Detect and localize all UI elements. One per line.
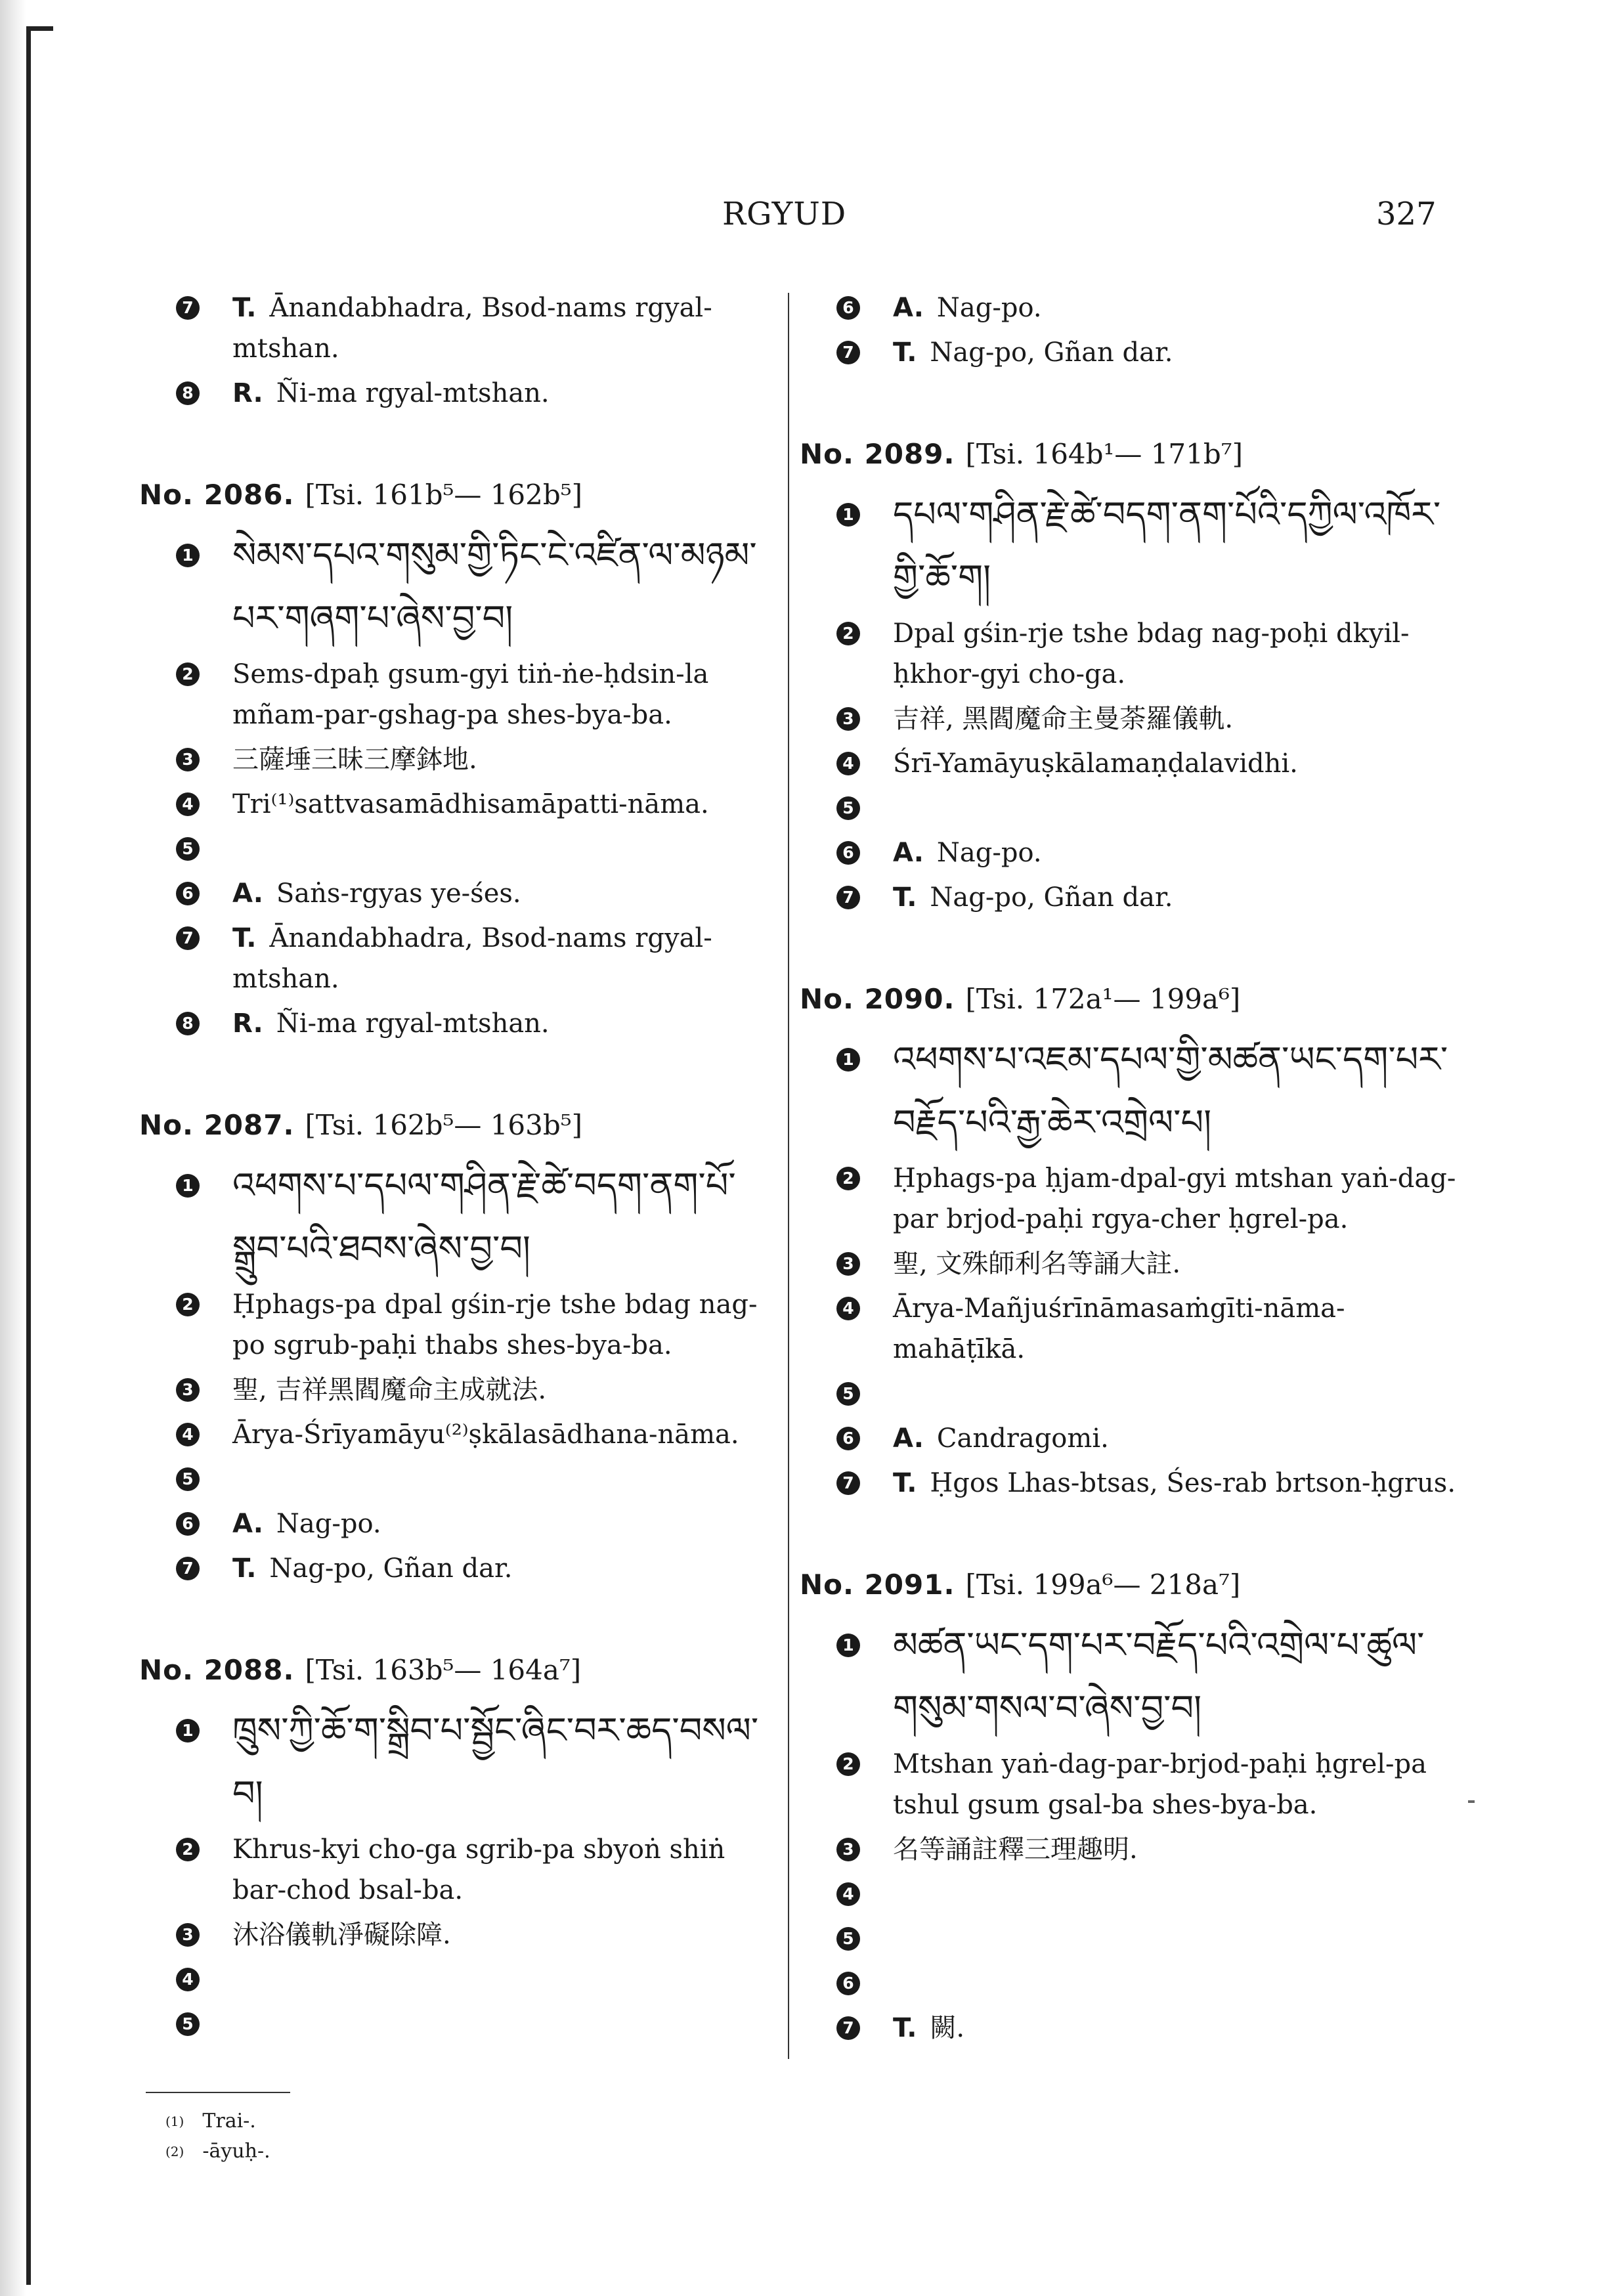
entry-field	[800, 1829, 1456, 1870]
left-column	[139, 288, 775, 2167]
entry-field	[800, 288, 1456, 328]
entry-heading	[800, 978, 1456, 1020]
field-number-badge: 3	[176, 1378, 200, 1402]
field-text: 聖, 文殊師利名等誦大註.	[893, 1249, 1181, 1279]
field-number-badge: 3	[176, 1923, 200, 1947]
entry-field	[139, 739, 775, 780]
field-text: ཁྲུས་ཀྱི་ཆོ་ག་སྒྲིབ་པ་སྦྱོང་ཞིང་བར་ཆད་བསལ་བ།	[232, 1710, 759, 1814]
field-number-badge: 2	[836, 1752, 860, 1776]
column-divider	[788, 293, 789, 2059]
entry-field	[800, 1744, 1456, 1825]
field-number-badge: 4	[176, 792, 200, 816]
entry-field	[800, 2008, 1456, 2048]
field-number-badge: 3	[836, 1252, 860, 1276]
role-label: T.	[232, 1553, 257, 1584]
entry-number: No. 2087.	[139, 1109, 295, 1141]
tibetan-title	[800, 1028, 1456, 1154]
entry-field	[800, 1158, 1456, 1240]
field-text: Ḥphags-pa ḥjam-dpal-gyi mtshan yaṅ-dag-par brjod-paḥi rgya-cher ḥgrel-pa.	[893, 1163, 1456, 1234]
field-text: Saṅs-rgyas ye-śes.	[276, 878, 521, 909]
entry-field	[139, 1829, 775, 1911]
field-number-badge: 1	[176, 1719, 200, 1743]
role-label: R.	[232, 378, 263, 408]
entry-heading	[800, 433, 1456, 475]
entry-field	[800, 1374, 1456, 1414]
binding-edge-tick	[31, 26, 53, 31]
field-number-badge: 5	[176, 1467, 200, 1491]
entry-field	[800, 1244, 1456, 1284]
field-text: Sems-dpaḥ gsum-gyi tiṅ-ṅe-ḥdsin-la mñam-par-gshag-pa shes-bya-ba.	[232, 659, 709, 730]
entry-heading	[139, 474, 775, 516]
catalog-entry	[800, 1564, 1456, 2048]
entry-field	[139, 1414, 775, 1455]
field-number-badge: 7	[176, 296, 200, 320]
role-label: A.	[232, 1509, 263, 1539]
field-number-badge: 5	[836, 1927, 860, 1951]
field-text: Khrus-kyi cho-ga sgrib-pa sbyoṅ shiṅ bar-chod bsal-ba.	[232, 1834, 725, 1905]
field-number-badge: 1	[836, 503, 860, 527]
entry-field	[139, 1370, 775, 1410]
entry-field	[139, 1959, 775, 2000]
margin-mark	[1468, 1800, 1475, 1803]
entry-number: No. 2086.	[139, 479, 295, 511]
field-number-badge: 2	[836, 622, 860, 645]
entry-field	[800, 833, 1456, 873]
binding-edge-line	[26, 26, 31, 2285]
tibetan-title	[139, 1699, 775, 1825]
field-number-badge: 1	[176, 1174, 200, 1198]
field-number-badge: 4	[176, 1423, 200, 1446]
catalog-entry	[800, 433, 1456, 918]
field-number-badge: 6	[836, 841, 860, 865]
field-text: Mtshan yaṅ-dag-par-brjod-paḥi ḥgrel-pa tshul gsum gsal-ba shes-bya-ba.	[893, 1749, 1427, 1820]
role-label: T.	[893, 882, 917, 913]
field-text: Ānandabhadra, Bsod-nams rgyal-mtshan.	[232, 293, 712, 364]
entry-number: No. 2088.	[139, 1654, 295, 1686]
continued-entry	[139, 288, 775, 414]
field-number-badge: 5	[836, 796, 860, 820]
field-text: འཕགས་པ་དཔལ་གཤིན་རྗེ་ཚེ་བདག་ནག་པོ་སྒྲུབ་པའི་ཐབས་ཞེས་བྱ་བ།	[232, 1165, 736, 1269]
field-text: Nag-po, Gñan dar.	[930, 882, 1173, 913]
field-number-badge: 1	[176, 544, 200, 567]
field-number-badge: 7	[836, 1471, 860, 1495]
field-text: Śrī-Yamāyuṣkālamaṇḍalavidhi.	[893, 748, 1298, 779]
footnote-mark: (2)	[165, 2144, 184, 2159]
continued-entry	[800, 288, 1456, 373]
entry-field	[139, 829, 775, 869]
entry-heading	[139, 1649, 775, 1691]
field-text: Ḥgos Lhas-btsas, Śes-rab brtson-ḥgrus.	[930, 1468, 1456, 1498]
field-number-badge: 6	[176, 882, 200, 905]
tibetan-title	[800, 1614, 1456, 1740]
field-number-badge: 5	[836, 1382, 860, 1406]
role-label: T.	[232, 923, 257, 953]
right-column	[800, 288, 1456, 2109]
field-number-badge: 4	[836, 752, 860, 775]
field-number-badge: 3	[836, 1838, 860, 1861]
field-number-badge: 4	[176, 1968, 200, 1991]
field-text: འཕགས་པ་འཇམ་དཔལ་གྱི་མཚན་ཡང་དག་པར་བརྗོད་པའི་རྒྱ་ཆེར་འགྲེལ་པ།	[893, 1039, 1448, 1143]
field-number-badge: 6	[836, 1972, 860, 1995]
field-number-badge: 4	[836, 1297, 860, 1320]
entry-field	[800, 1963, 1456, 2004]
field-number-badge: 6	[176, 1512, 200, 1536]
role-label: A.	[893, 1423, 924, 1454]
tibetan-title	[139, 524, 775, 650]
field-number-badge: 3	[836, 707, 860, 731]
field-text: Candragomi.	[936, 1423, 1109, 1454]
entry-field	[139, 1459, 775, 1500]
field-text: 三薩埵三昧三摩鉢地.	[232, 745, 477, 775]
entry-field	[139, 873, 775, 914]
entry-field	[139, 2004, 775, 2045]
folio-reference: [Tsi. 164b¹— 171b⁷]	[965, 438, 1243, 470]
field-text: Ñi-ma rgyal-mtshan.	[276, 378, 550, 408]
field-text: མཚན་ཡང་དག་པར་བརྗོད་པའི་འགྲེལ་པ་ཚུལ་གསུམ་གསལ་བ་ཞེས་བྱ་བ།	[893, 1624, 1425, 1729]
field-text: Nag-po, Gñan dar.	[930, 337, 1173, 368]
field-number-badge: 2	[836, 1167, 860, 1190]
entry-number: No. 2090.	[800, 983, 955, 1015]
field-text: Ārya-Śrīyamāyu⁽²⁾ṣkālasādhana-nāma.	[232, 1419, 739, 1450]
field-number-badge: 5	[176, 837, 200, 861]
entry-field	[139, 1504, 775, 1544]
role-label: A.	[232, 878, 263, 909]
footnote-mark: (1)	[165, 2113, 184, 2129]
field-number-badge: 2	[176, 662, 200, 686]
folio-reference: [Tsi. 163b⁵— 164a⁷]	[305, 1654, 582, 1686]
field-number-badge: 1	[836, 1634, 860, 1657]
field-text: Nag-po.	[276, 1509, 381, 1539]
page-gutter	[0, 0, 26, 2296]
entry-field	[800, 1463, 1456, 1504]
entry-field	[139, 784, 775, 825]
field-text: Nag-po.	[936, 293, 1042, 323]
field-number-badge: 6	[836, 1427, 860, 1450]
page-number: 327	[1376, 196, 1437, 232]
entry-field	[800, 1874, 1456, 1915]
role-label: T.	[893, 1468, 917, 1498]
folio-reference: [Tsi. 172a¹— 199a⁶]	[965, 983, 1241, 1015]
catalog-entry	[139, 474, 775, 1044]
entry-field	[800, 743, 1456, 784]
entry-heading	[800, 1564, 1456, 1606]
role-label: A.	[893, 293, 924, 323]
entry-field	[139, 654, 775, 735]
footnote	[139, 2106, 775, 2136]
entry-number: No. 2089.	[800, 438, 955, 470]
field-text: Dpal gśin-rje tshe bdag nag-poḥi dkyil-ḥkhor-gyi cho-ga.	[893, 618, 1410, 689]
field-text: Nag-po, Gñan dar.	[269, 1553, 513, 1584]
entry-field	[139, 1284, 775, 1366]
field-text: 吉祥, 黑閻魔命主曼荼羅儀軌.	[893, 704, 1234, 734]
field-number-badge: 7	[836, 2016, 860, 2040]
field-text: 沐浴儀軌淨礙除障.	[232, 1920, 451, 1950]
entry-number: No. 2091.	[800, 1569, 955, 1601]
entry-field	[800, 1918, 1456, 1959]
entry-field	[800, 699, 1456, 739]
entry-field	[139, 1003, 775, 1044]
field-text: Ānandabhadra, Bsod-nams rgyal-mtshan.	[232, 923, 712, 994]
entry-field	[800, 1288, 1456, 1370]
field-text: Ñi-ma rgyal-mtshan.	[276, 1008, 550, 1039]
entry-field	[139, 1548, 775, 1589]
field-text: 聖, 吉祥黑閻魔命主成就法.	[232, 1375, 547, 1405]
field-number-badge: 7	[836, 341, 860, 364]
field-text: སེམས་དཔའ་གསུམ་གྱི་ཏིང་ངེ་འཛིན་ལ་མཉམ་པར་གཞག་པ་ཞེས་བྱ་བ།	[232, 534, 757, 639]
catalog-entry	[800, 978, 1456, 1504]
field-number-badge: 4	[836, 1882, 860, 1906]
entry-field	[139, 1915, 775, 1955]
field-text: Ārya-Mañjuśrīnāmasaṁgīti-nāma-mahāṭīkā.	[893, 1293, 1345, 1364]
entry-field	[139, 373, 775, 414]
entry-heading	[139, 1104, 775, 1146]
role-label: T.	[893, 2013, 917, 2043]
folio-reference: [Tsi. 161b⁵— 162b⁵]	[305, 479, 582, 511]
tibetan-title	[800, 483, 1456, 609]
entry-field	[800, 613, 1456, 695]
footnote	[139, 2136, 775, 2167]
field-text: Tri⁽¹⁾sattvasamādhisamāpatti-nāma.	[232, 789, 709, 819]
field-text: Nag-po.	[936, 838, 1042, 868]
field-number-badge: 5	[176, 2012, 200, 2036]
field-number-badge: 2	[176, 1293, 200, 1316]
role-label: R.	[232, 1008, 263, 1039]
field-text: 名等誦註釋三理趣明.	[893, 1834, 1138, 1865]
running-title: RGYUD	[722, 196, 847, 232]
catalog-entry	[139, 1649, 775, 2045]
footnote-text: Trai-.	[202, 2110, 256, 2133]
entry-field	[800, 788, 1456, 829]
footnote-rule	[146, 2092, 290, 2093]
role-label: A.	[893, 838, 924, 868]
entry-field	[800, 332, 1456, 373]
entry-field	[800, 1418, 1456, 1459]
field-text: Ḥphags-pa dpal gśin-rje tshe bdag nag-po sgrub-paḥi thabs shes-bya-ba.	[232, 1289, 758, 1360]
field-number-badge: 2	[176, 1838, 200, 1861]
entry-field	[139, 288, 775, 369]
catalog-entry	[139, 1104, 775, 1589]
tibetan-title	[139, 1154, 775, 1280]
field-number-badge: 7	[176, 1557, 200, 1580]
role-label: T.	[893, 337, 917, 368]
field-number-badge: 7	[836, 886, 860, 909]
field-number-badge: 6	[836, 296, 860, 320]
field-number-badge: 8	[176, 1012, 200, 1035]
entry-field	[139, 918, 775, 999]
field-number-badge: 8	[176, 381, 200, 405]
role-label: T.	[232, 293, 257, 323]
field-text: 闕.	[930, 2013, 965, 2043]
field-number-badge: 1	[836, 1048, 860, 1072]
field-number-badge: 7	[176, 926, 200, 950]
entry-field	[800, 877, 1456, 918]
folio-reference: [Tsi. 162b⁵— 163b⁵]	[305, 1109, 582, 1141]
footnote-text: -āyuḥ-.	[202, 2140, 270, 2163]
field-text: དཔལ་གཤིན་རྗེ་ཚེ་བདག་ནག་པོའི་དཀྱིལ་འཁོར་གྱི་ཆོ་ག།	[893, 494, 1441, 598]
folio-reference: [Tsi. 199a⁶— 218a⁷]	[965, 1569, 1241, 1601]
field-number-badge: 3	[176, 748, 200, 771]
